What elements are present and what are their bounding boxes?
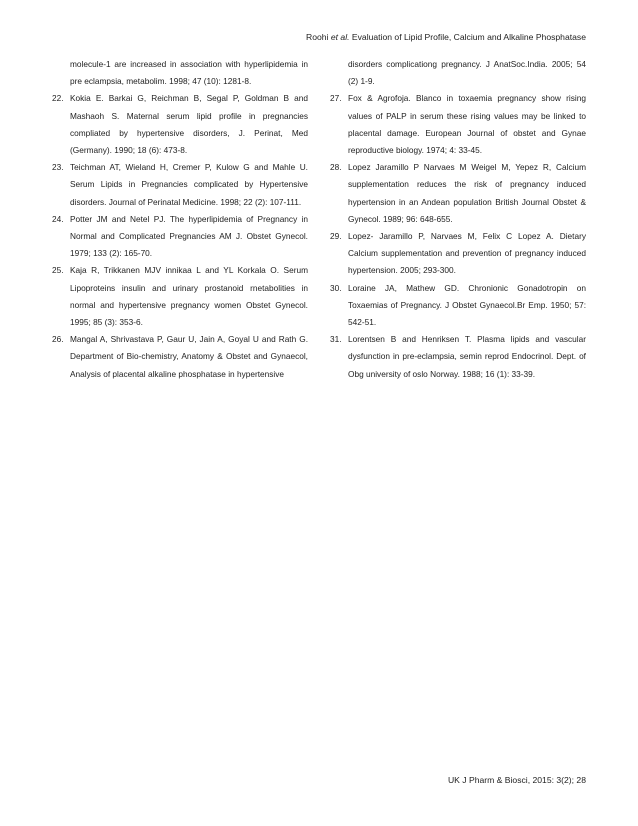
references-right-column (330, 56, 586, 383)
reference-23 (52, 159, 308, 211)
reference-29 (330, 228, 586, 280)
reference-number: 26. (52, 334, 64, 345)
reference-25 (52, 262, 308, 331)
header-author: Roohi (306, 32, 329, 42)
reference-text: Lorentsen B and Henriksen T. Plasma lipids and vascular dysfunction in pre-eclampsia, semin reprod Endocrinol. Dept. of Obg university of oslo Norway. 1988; 16 (1): 33-39. (348, 334, 586, 379)
reference-text: Lopez Jaramillo P Narvaes M Weigel M, Yepez R, Calcium supplementation reduces the risk of pregnancy induced hypertension in an Andean population British Journal Obstet & Gynecol. 1989; 96: 648-655. (348, 162, 586, 224)
reference-text: Potter JM and Netel PJ. The hyperlipidemia of Pregnancy in Normal and Complicated Pregnancies AM J. Obstet Gynecol. 1979; 133 (2): 165-70. (70, 213, 308, 259)
reference-number: 27. (330, 93, 342, 104)
reference-text: Lopez- Jaramillo P, Narvaes M, Felix C Lopez A. Dietary Calcium supplementation and prevention of pregnancy induced hypertension. 2005; 293-300. (348, 231, 586, 276)
reference-number: 22. (52, 93, 64, 104)
reference-number: 24. (52, 213, 64, 224)
reference-number: 31. (330, 334, 342, 345)
header-title: Evaluation of Lipid Profile, Calcium and Alkaline Phosphatase (351, 32, 586, 42)
reference-27 (330, 90, 586, 159)
reference-number: 28. (330, 162, 342, 173)
reference-30 (330, 280, 586, 332)
reference-text: disorders complicationg pregnancy. J AnatSoc.India. 2005; 54 (2) 1-9. (348, 59, 586, 87)
running-head (306, 32, 586, 42)
reference-text: molecule-1 are increased in association with hyperlipidemia in pre eclampsia, metabolim. 1998; 47 (10): 1281-8. (70, 59, 308, 87)
reference-continued (330, 56, 586, 90)
reference-number: 23. (52, 162, 64, 173)
reference-text: Mangal A, Shrivastava P, Gaur U, Jain A, Goyal U and Rath G. Department of Bio-chemistry, Anatomy & Obstet and Gynaecol, Analysis of placental alkaline phosphatase in hypertensive (70, 334, 308, 379)
reference-number: 30. (330, 282, 342, 293)
reference-31 (330, 331, 586, 383)
reference-text: Teichman AT, Wieland H, Cremer P, Kulow G and Mahle U. Serum Lipids in Pregnancies complicated by Hypertensive disorders. Journal of Perinatal Medicine. 1998; 22 (2): 107-111. (70, 162, 308, 207)
reference-text: Kaja R, Trikkanen MJV innikaa L and YL Korkala O. Serum Lipoproteins insulin and urinary prostanoid rnetabolities in normal and hypertensive pregnancy women Obstet Gynecol. 1995; 85 (3): 353-6. (70, 265, 308, 328)
reference-28 (330, 159, 586, 228)
reference-number: 25. (52, 265, 64, 276)
references-left-column (52, 56, 308, 383)
reference-22 (52, 90, 308, 159)
reference-24 (52, 211, 308, 263)
page-footer-citation: UK J Pharm & Biosci, 2015: 3(2); 28 (447, 775, 586, 785)
reference-number: 29. (330, 231, 342, 242)
reference-continued (52, 56, 308, 90)
reference-text: Kokia E. Barkai G, Reichman B, Segal P, Goldman B and Mashaoh S. Maternal serum lipid profile in pregnancies compliated by hypertensive disorders, J. Perinat, Med (Germany). 1990; 18 (6): 473-8. (70, 93, 308, 156)
header-etal: et al. (330, 32, 350, 42)
reference-text: Fox & Agrofoja. Blanco in toxaemia pregnancy show rising values of PALP in serum these rising values may be linked to placental damage. European Journal of obstet and Gynae reproductive biology. 1974; 4: 33-45. (348, 93, 586, 156)
reference-text: Loraine JA, Mathew GD. Chronionic Gonadotropin on Toxaemias of Pregnancy. J Obstet Gynaecol.Br Emp. 1950; 57: 542-51. (348, 282, 586, 328)
reference-26 (52, 331, 308, 383)
